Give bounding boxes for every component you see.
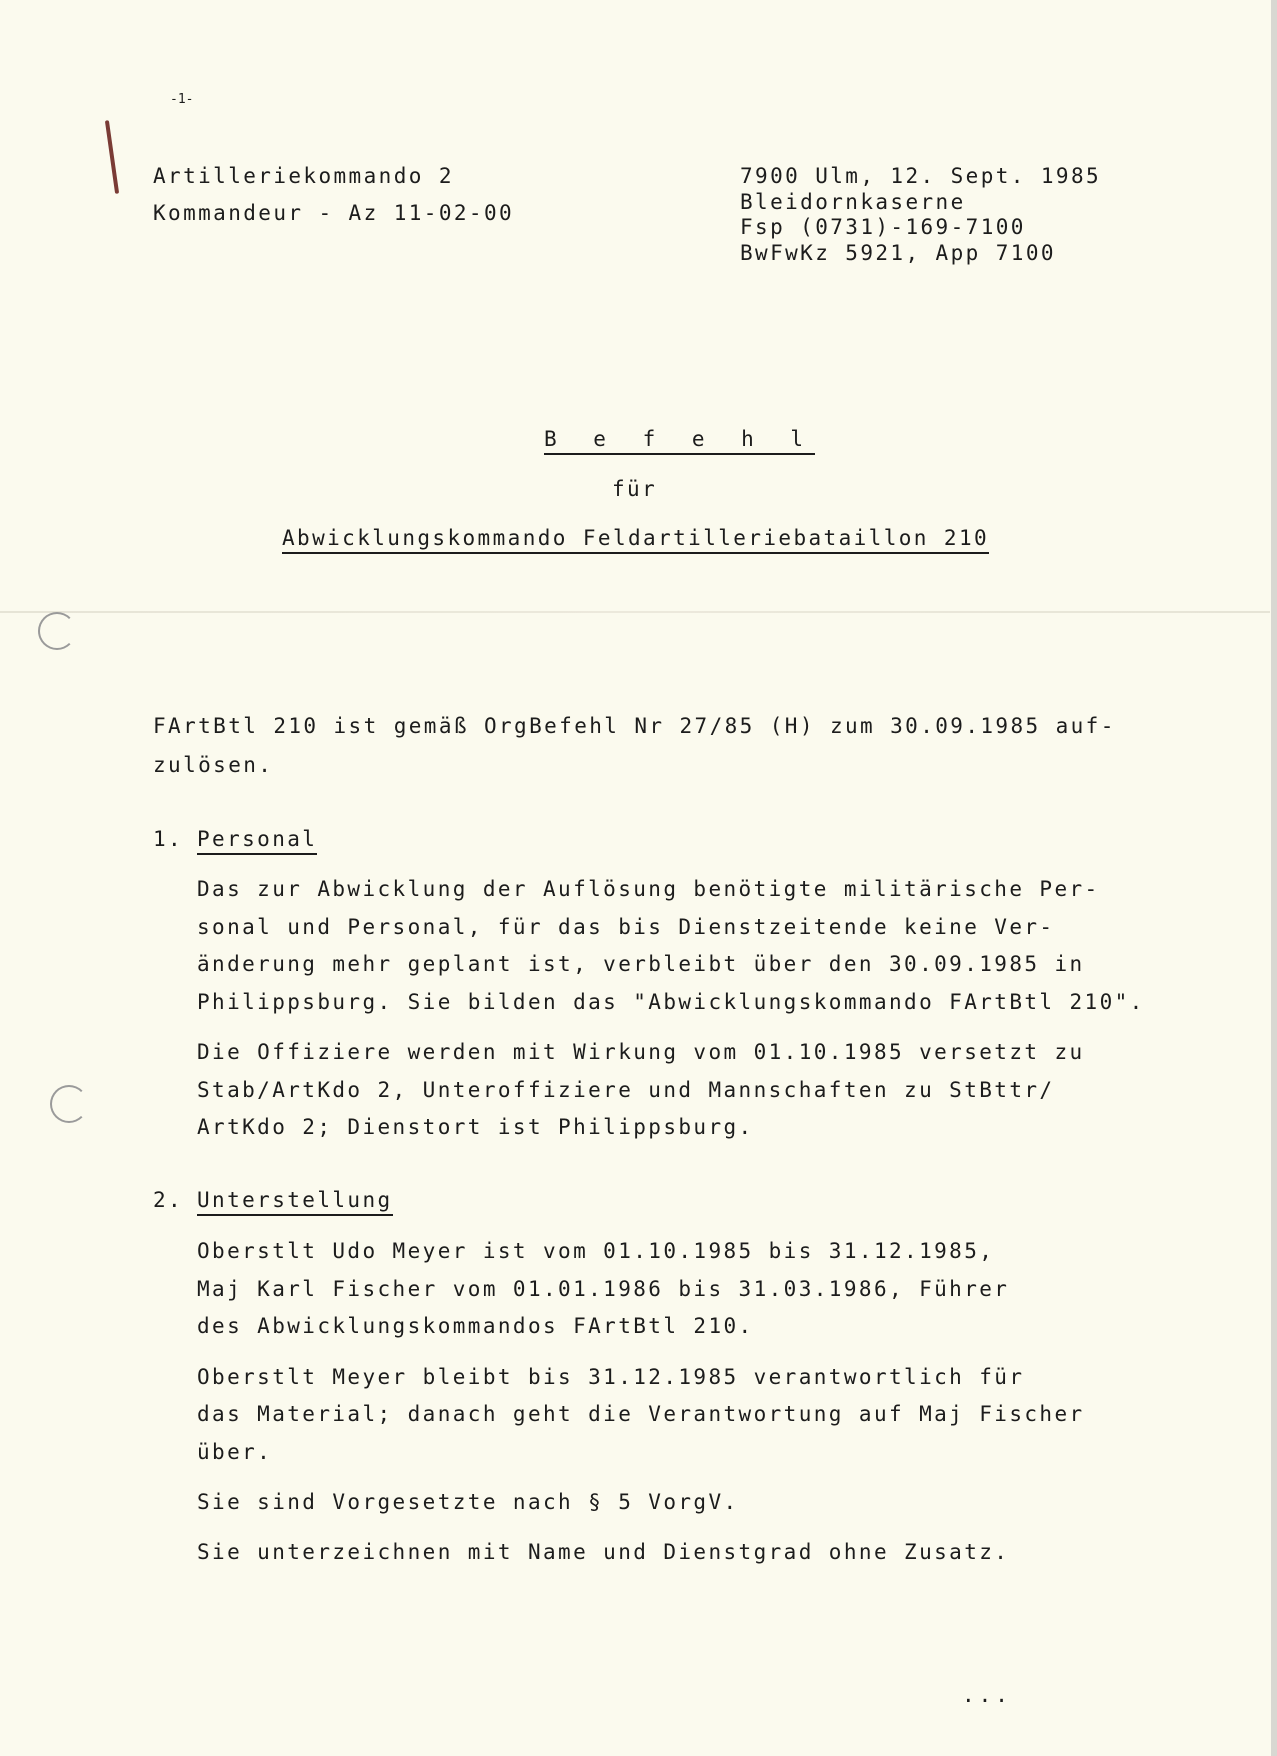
body-line: Oberstlt Meyer bleibt bis 31.12.1985 verantwortlich für xyxy=(197,1365,1025,1389)
sender-reference: Kommandeur - Az 11-02-00 xyxy=(153,201,515,225)
body-line: über. xyxy=(197,1440,273,1464)
intro-line: FArtBtl 210 ist gemäß OrgBefehl Nr 27/85 (H) zum 30.09.1985 auf- xyxy=(153,714,1116,738)
section-number: 1. xyxy=(153,827,184,851)
document-title: B e f e h l xyxy=(544,429,815,455)
sender-unit: Artilleriekommando 2 xyxy=(153,164,454,188)
body-line: Sie unterzeichnen mit Name und Dienstgrad ohne Zusatz. xyxy=(197,1540,1010,1564)
title-for: für xyxy=(612,477,658,501)
page-edge xyxy=(1271,0,1277,1756)
barracks: Bleidornkaserne xyxy=(740,190,966,214)
body-line: Die Offiziere werden mit Wirkung vom 01.10.1985 versetzt zu xyxy=(197,1040,1085,1064)
body-line: Sie sind Vorgesetzte nach § 5 VorgV. xyxy=(197,1490,739,1514)
continuation-mark: ... xyxy=(962,1683,1012,1707)
pen-mark xyxy=(105,120,119,194)
body-line: Philippsburg. Sie bilden das "Abwicklungskommando FArtBtl 210". xyxy=(197,990,1145,1014)
punch-hole-icon xyxy=(50,1085,88,1123)
punch-hole-icon xyxy=(38,612,76,650)
document-subject: Abwicklungskommando Feldartilleriebataillon 210 xyxy=(282,528,989,554)
body-line: des Abwicklungskommandos FArtBtl 210. xyxy=(197,1314,754,1338)
body-line: Stab/ArtKdo 2, Unteroffiziere und Mannschaften zu StBttr/ xyxy=(197,1078,1055,1102)
body-line: das Material; danach geht die Verantwortung auf Maj Fischer xyxy=(197,1402,1085,1426)
body-line: Das zur Abwicklung der Auflösung benötigte militärische Per- xyxy=(197,877,1100,901)
section-heading: Personal xyxy=(197,829,317,855)
page-number-mark: -1- xyxy=(170,92,194,107)
phone-number: Fsp (0731)-169-7100 xyxy=(740,215,1026,239)
place-date: 7900 Ulm, 12. Sept. 1985 xyxy=(740,164,1102,188)
intro-line: zulösen. xyxy=(153,753,274,777)
fold-line xyxy=(0,611,1270,613)
section-number: 2. xyxy=(153,1188,184,1212)
bwfwkz-number: BwFwKz 5921, App 7100 xyxy=(740,241,1056,265)
body-line: sonal und Personal, für das bis Dienstzeitende keine Ver- xyxy=(197,915,1055,939)
body-line: Maj Karl Fischer vom 01.01.1986 bis 31.03.1986, Führer xyxy=(197,1277,1010,1301)
section-heading: Unterstellung xyxy=(197,1190,393,1216)
body-line: ArtKdo 2; Dienstort ist Philippsburg. xyxy=(197,1115,754,1139)
body-line: Oberstlt Udo Meyer ist vom 01.10.1985 bis 31.12.1985, xyxy=(197,1239,995,1263)
body-line: änderung mehr geplant ist, verbleibt über den 30.09.1985 in xyxy=(197,952,1085,976)
